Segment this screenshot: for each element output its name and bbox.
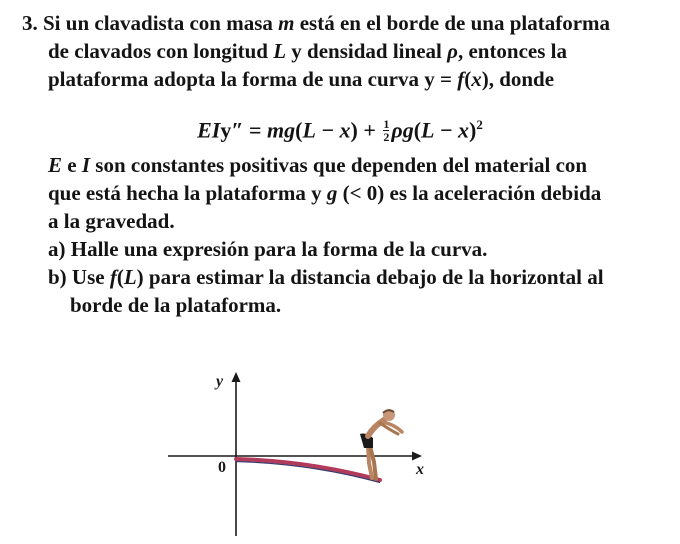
x-axis-label: x xyxy=(416,461,424,478)
part-b-line-1: b) Use f(L) para estimar la distancia debajo de la horizontal al xyxy=(48,265,604,289)
y-axis-arrow-icon xyxy=(232,372,241,382)
y-axis-label: y xyxy=(216,373,224,390)
problem-body-line-2: que está hecha la plataforma y g (< 0) es la aceleración debida xyxy=(48,181,602,205)
problem-intro-line-1: 3. Si un clavadista con masa m está en el borde de una plataforma xyxy=(22,11,611,35)
one-half-fraction: $\frac{1}{2}$ xyxy=(383,116,390,144)
problem-number: 3. xyxy=(22,11,38,35)
problem-intro-line-2: de clavados con longitud L y densidad lineal ρ, entonces la xyxy=(48,39,568,63)
problem-intro-line-3: plataforma adopta la forma de una curva y = f(x), donde xyxy=(48,67,555,91)
problem-body-line-3: a la gravedad. xyxy=(48,209,175,233)
beam-equation: EIy″ = mg(L − x) + $\frac{1}{2}$ $\rho g(L - x)^2$ xyxy=(197,116,483,144)
part-b-line-2: borde de la plataforma. xyxy=(70,293,282,317)
part-a: a) Halle una expresión para la forma de la curva. xyxy=(48,237,488,261)
diving-board-figure xyxy=(160,360,460,544)
problem-body-line-1: E e I son constantes positivas que dependen del material con xyxy=(48,153,588,177)
diver-figure xyxy=(360,409,402,479)
origin-label: 0 xyxy=(218,459,226,476)
x-axis-arrow-icon xyxy=(412,452,422,461)
